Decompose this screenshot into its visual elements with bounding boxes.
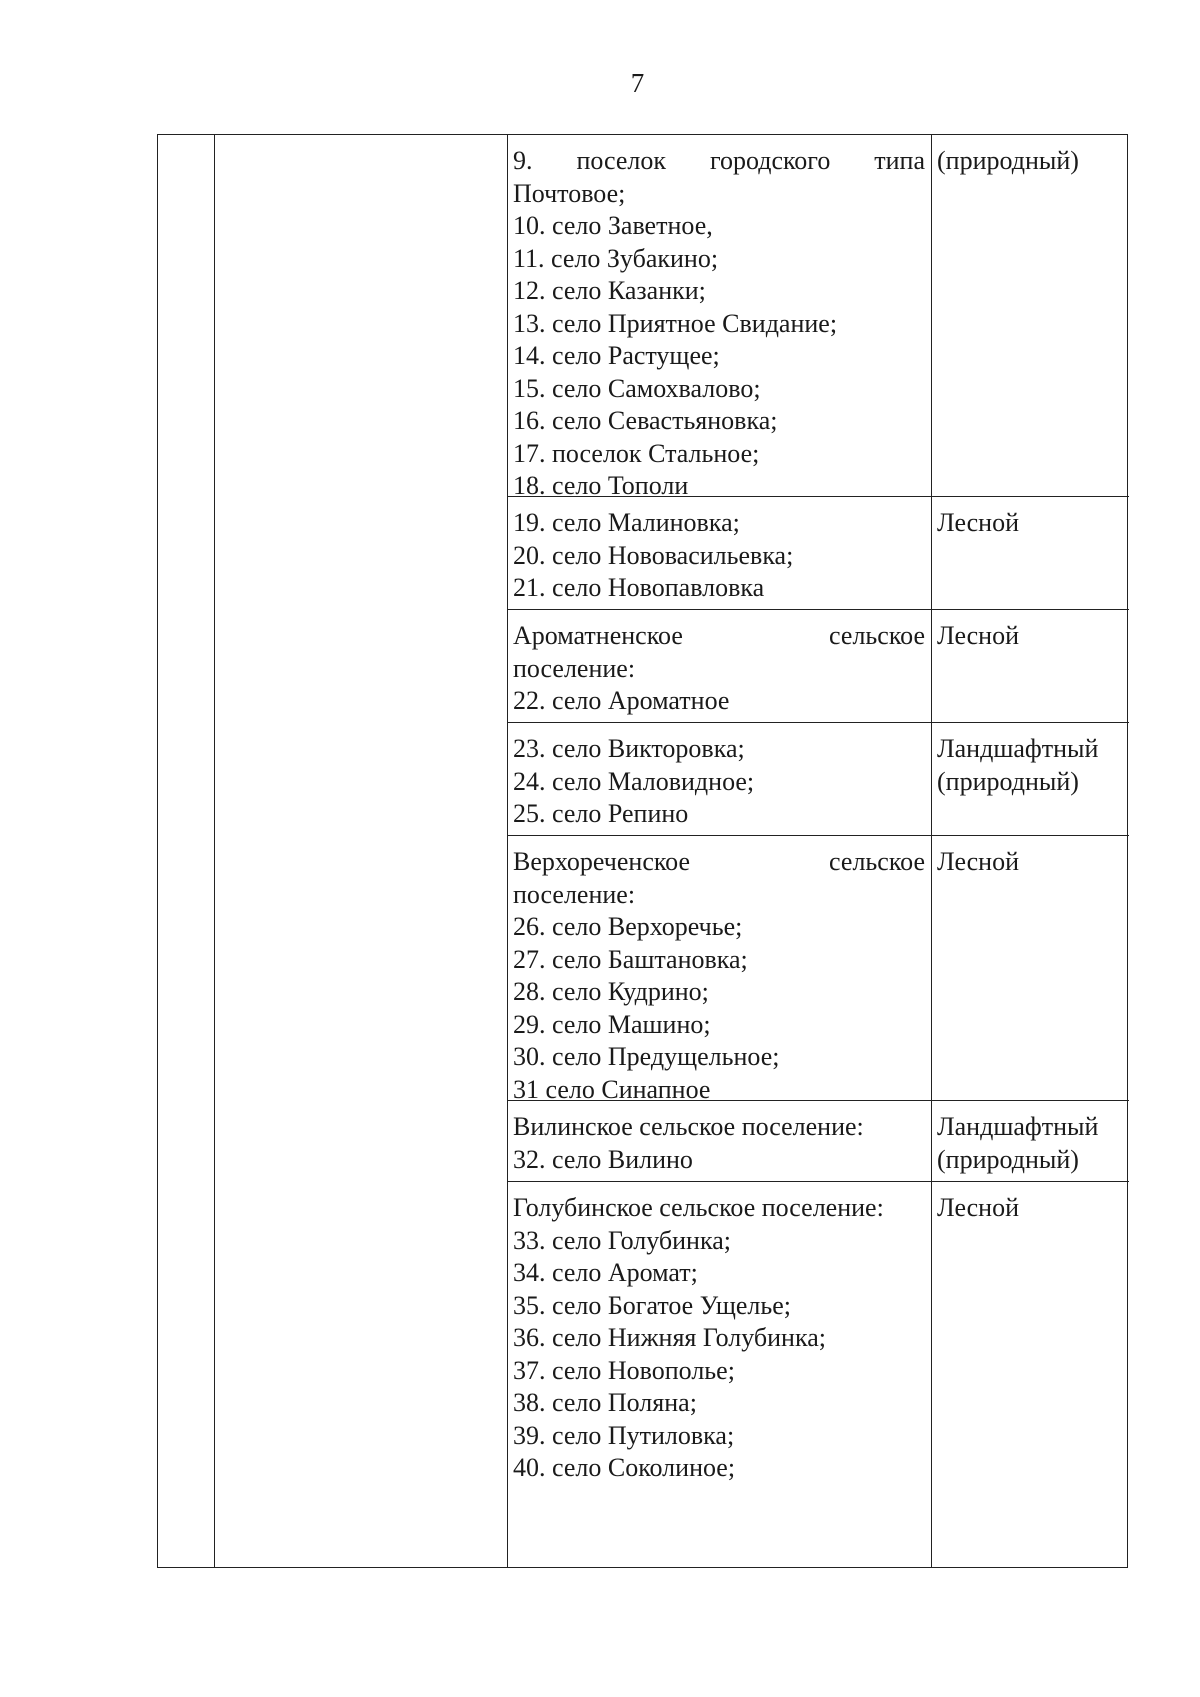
settlement-line: 27. село Баштановка;: [513, 944, 748, 974]
line-word: сельское: [829, 847, 925, 876]
settlement-line: 31 село Синапное: [513, 1074, 711, 1104]
landscape-type-line: (природный): [937, 1144, 1079, 1174]
landscape-type-line: Ландшафтный: [937, 1112, 1099, 1141]
settlement-line: 36. село Нижняя Голубинка;: [513, 1323, 826, 1352]
landscape-type-cell: [931, 1182, 1129, 1569]
settlement-line: 39. село Путиловка;: [513, 1420, 735, 1450]
landscape-type-line: Лесной: [937, 1193, 1020, 1222]
settlement-line: 11. село Зубакино;: [513, 243, 719, 273]
table-row: [507, 497, 1129, 610]
settlement-line: 24. село Маловидное;: [513, 766, 755, 796]
landscape-type-cell: [931, 723, 1129, 835]
landscape-type-cell: [931, 610, 1129, 722]
settlement-line: 13. село Приятное Свидание;: [513, 308, 838, 338]
settlement-line: Вилинское сельское поселение:: [513, 1112, 864, 1141]
settlement-line: Почтовое;: [513, 178, 626, 208]
settlement-line: 18. село Тополи: [513, 471, 689, 500]
settlement-line: 38. село Поляна;: [513, 1388, 697, 1417]
line-word: типа: [874, 146, 925, 175]
landscape-type-line: (природный): [937, 146, 1079, 175]
line-word: Ароматненское: [513, 621, 683, 650]
settlements-cell: [507, 836, 931, 1104]
table-row: [507, 836, 1129, 1104]
settlement-line: 22. село Ароматное: [513, 686, 730, 715]
settlement-line: 12. село Казанки;: [513, 276, 706, 305]
settlement-line: поселение:: [513, 653, 636, 683]
settlement-line: 26. село Верхоречье;: [513, 912, 743, 941]
settlement-line: 28. село Кудрино;: [513, 977, 709, 1006]
table-row: [507, 135, 1129, 500]
settlement-line: 14. село Растущее;: [513, 341, 720, 370]
page-number: 7: [630, 68, 645, 98]
line-word: Верхореченское: [513, 847, 691, 876]
landscape-type-line: Ландшафтный: [937, 734, 1099, 763]
settlements-cell: [507, 135, 931, 500]
settlements-cell: [507, 1182, 931, 1569]
justified-line: [513, 846, 925, 879]
line-word: городского: [709, 146, 831, 175]
settlement-line: Голубинское сельское поселение:: [513, 1193, 884, 1222]
settlement-line: поселение:: [513, 879, 636, 909]
settlement-line: 30. село Предущельное;: [513, 1042, 780, 1071]
settlements-table: [157, 134, 1128, 1568]
settlement-line: 21. село Новопавловка: [513, 573, 765, 602]
line-word: поселок: [576, 146, 667, 175]
settlement-line: 34. село Аромат;: [513, 1258, 698, 1287]
settlements-cell: [507, 497, 931, 609]
table-row: [507, 1101, 1129, 1182]
landscape-type-cell: [931, 497, 1129, 609]
table-row: [507, 723, 1129, 836]
settlement-line: 32. село Вилино: [513, 1144, 693, 1174]
settlements-cell: [507, 1101, 931, 1181]
landscape-type-cell: [931, 135, 1129, 496]
landscape-type-cell: [931, 1101, 1129, 1181]
settlement-line: 19. село Малиновка;: [513, 508, 740, 537]
settlement-line: 23. село Викторовка;: [513, 734, 745, 763]
line-word: сельское: [829, 621, 925, 650]
settlements-cell: [507, 610, 931, 722]
settlement-line: 17. поселок Стальное;: [513, 438, 760, 468]
landscape-type-cell: [931, 836, 1129, 1100]
settlement-line: 40. село Соколиное;: [513, 1453, 736, 1482]
settlement-line: 37. село Новополье;: [513, 1355, 735, 1385]
settlement-line: 25. село Репино: [513, 799, 689, 828]
justified-line: [513, 145, 925, 178]
settlement-line: 10. село Заветное,: [513, 211, 713, 240]
settlements-cell: [507, 723, 931, 835]
settlement-line: 20. село Нововасильевка;: [513, 540, 794, 570]
table-rows: [507, 135, 1129, 1569]
column-divider: [214, 135, 215, 1567]
line-word: 9.: [513, 146, 533, 175]
justified-line: [513, 620, 925, 653]
settlement-line: 35. село Богатое Ущелье;: [513, 1290, 791, 1320]
landscape-type-line: Лесной: [937, 508, 1020, 537]
settlement-line: 15. село Самохвалово;: [513, 373, 761, 403]
table-row: [507, 610, 1129, 723]
settlement-line: 33. село Голубинка;: [513, 1225, 731, 1255]
table-row: [507, 1182, 1129, 1569]
settlement-line: 29. село Машино;: [513, 1009, 711, 1039]
landscape-type-line: Лесной: [937, 847, 1020, 876]
landscape-type-line: (природный): [937, 766, 1079, 796]
settlement-line: 16. село Севастьяновка;: [513, 406, 778, 435]
landscape-type-line: Лесной: [937, 621, 1020, 650]
